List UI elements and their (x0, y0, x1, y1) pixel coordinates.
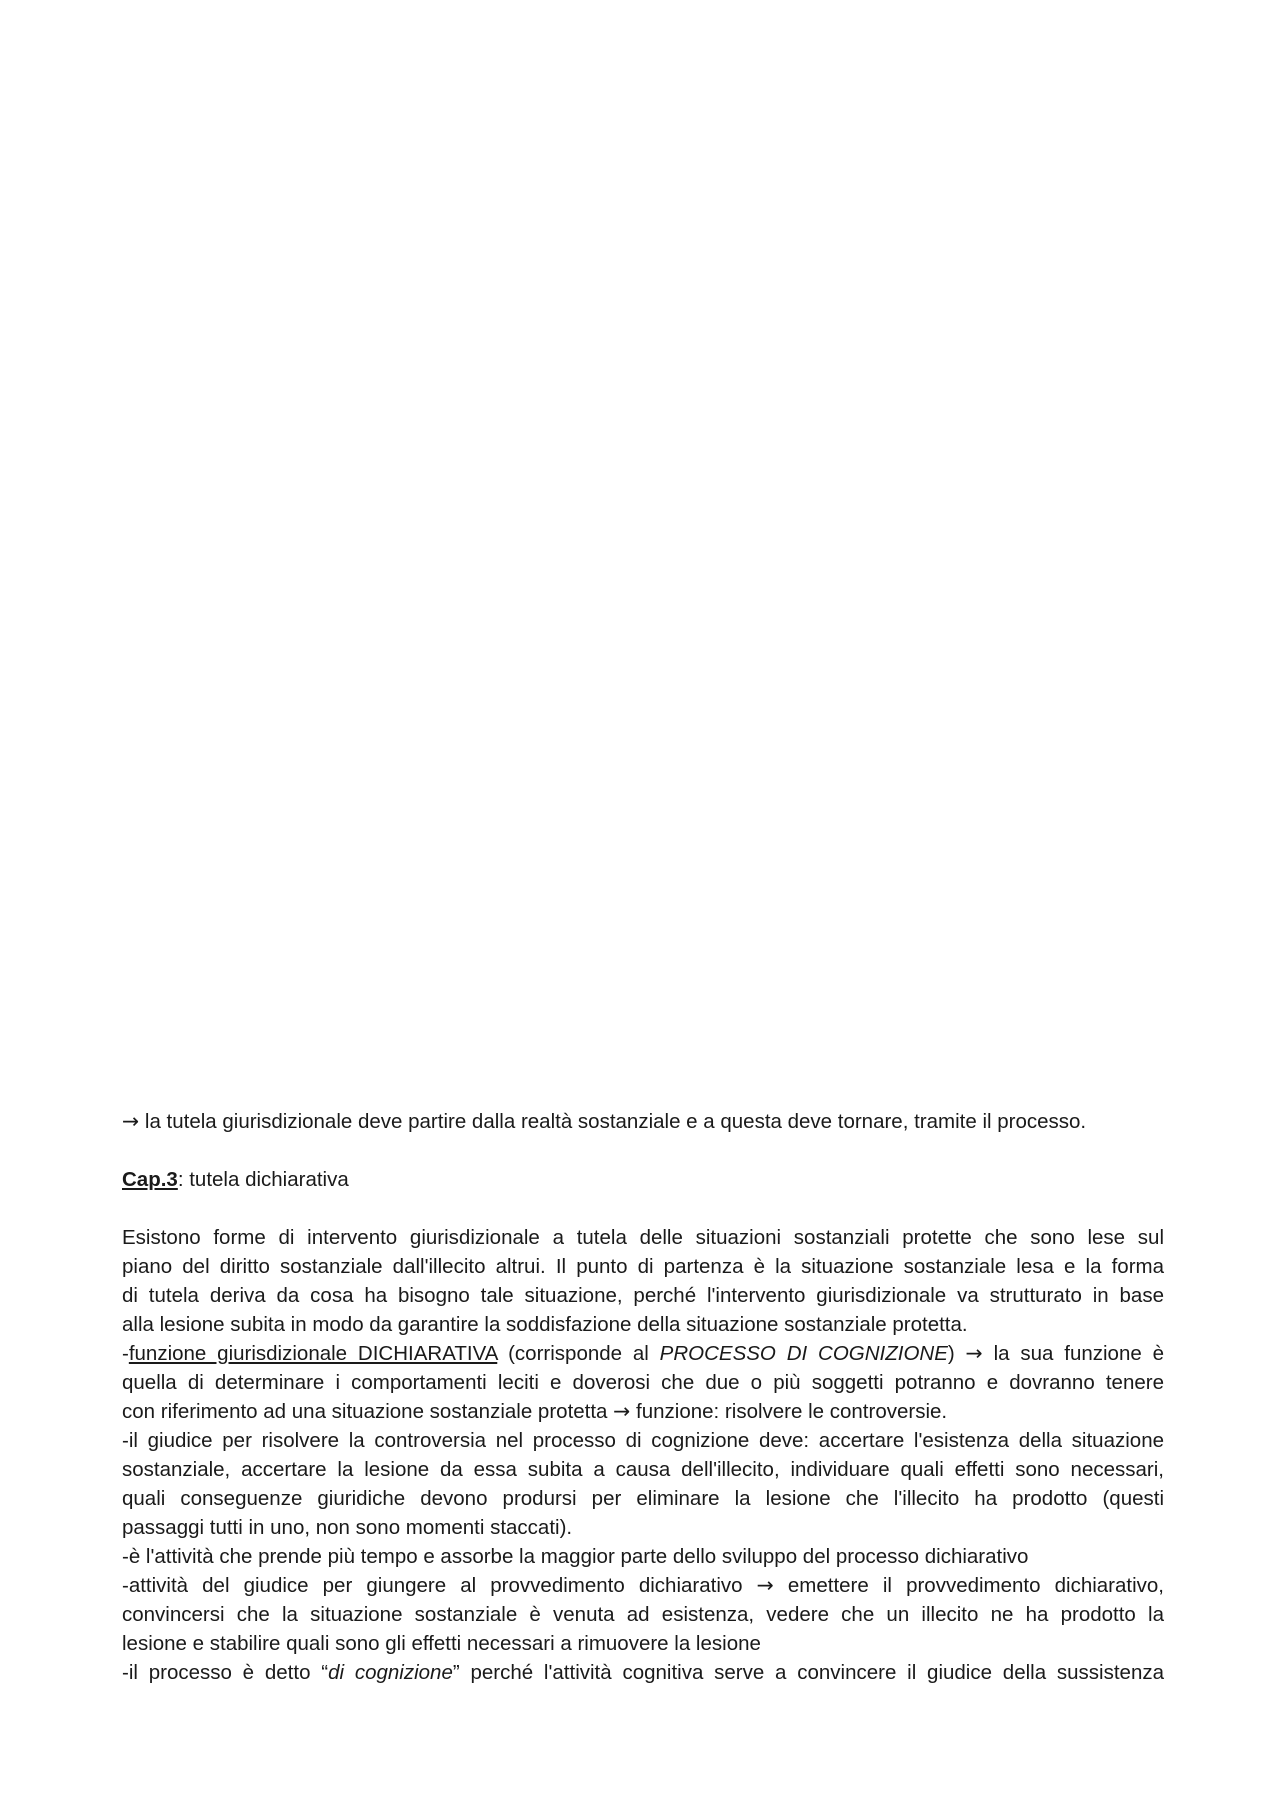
judge-line: passaggi tutti in uno, non sono momenti staccati). (122, 1516, 573, 1539)
judge-line: sostanziale, accertare la lesione da essa subita a causa dell'illecito, individuare quali effetti sono necessari, (122, 1458, 1164, 1481)
chapter-heading (122, 1165, 1164, 1194)
paragraph-line: di tutela deriva da cosa ha bisogno tale situazione, perché l'intervento giurisdizionale va strutturato in base (122, 1284, 1164, 1307)
function-line-1: -funzione giurisdizionale DICHIARATIVA (corrisponde al PROCESSO DI COGNIZIONE) → la sua funzione è (122, 1341, 1164, 1365)
judge-line: -il giudice per risolvere la controversia nel processo di cognizione deve: accertare l'esistenza della situazione (122, 1429, 1164, 1452)
paragraph-line: Esistono forme di intervento giurisdizionale a tutela delle situazioni sostanziali protette che sono lese sul (122, 1226, 1164, 1249)
time-line: -è l'attività che prende più tempo e assorbe la maggior parte dello sviluppo del processo dichiarativo (122, 1545, 1029, 1568)
function-line-3: con riferimento ad una situazione sostanziale protetta → funzione: risolvere le controversie. (122, 1399, 948, 1423)
process-name: PROCESSO DI COGNIZIONE (659, 1342, 948, 1365)
document-page (122, 1107, 1164, 1687)
arrow-icon: → (756, 1573, 774, 1597)
activity-line-1: -attività del giudice per giungere al provvedimento dichiarativo → emettere il provvedimento dichiarativo, (122, 1573, 1164, 1597)
arrow-icon: → (613, 1399, 631, 1423)
intro-line (122, 1107, 1164, 1136)
arrow-icon: → (122, 1109, 140, 1133)
activity-line-2: convincersi che la situazione sostanziale è venuta ad esistenza, vedere che un illecito ne ha prodotto la (122, 1603, 1164, 1626)
judge-line: quali conseguenze giuridiche devono prodursi per eliminare la lesione che l'illecito ha prodotto (questi (122, 1487, 1164, 1510)
intro-text: la tutela giurisdizionale deve partire dalla realtà sostanziale e a questa deve tornare, tramite il processo. (139, 1110, 1087, 1133)
paragraph-line: piano del diritto sostanziale dall'illecito altrui. Il punto di partenza è la situazione sostanziale lesa e la forma (122, 1255, 1164, 1278)
activity-line-3: lesione e stabilire quali sono gli effetti necessari a rimuovere la lesione (122, 1632, 761, 1655)
chapter-label: Cap.3 (122, 1168, 178, 1191)
function-line-2: quella di determinare i comportamenti leciti e doverosi che due o più soggetti potranno e dovranno tenere (122, 1371, 1164, 1394)
paragraph-line: alla lesione subita in modo da garantire la soddisfazione della situazione sostanziale protetta. (122, 1313, 968, 1336)
cognition-line: -il processo è detto “di cognizione” perché l'attività cognitiva serve a convincere il giudice della sussistenza (122, 1661, 1164, 1684)
chapter-title: : tutela dichiarativa (177, 1168, 349, 1191)
function-term: funzione giurisdizionale DICHIARATIVA (128, 1342, 498, 1365)
cognition-term: di cognizione (328, 1661, 453, 1684)
arrow-icon: → (965, 1341, 983, 1365)
